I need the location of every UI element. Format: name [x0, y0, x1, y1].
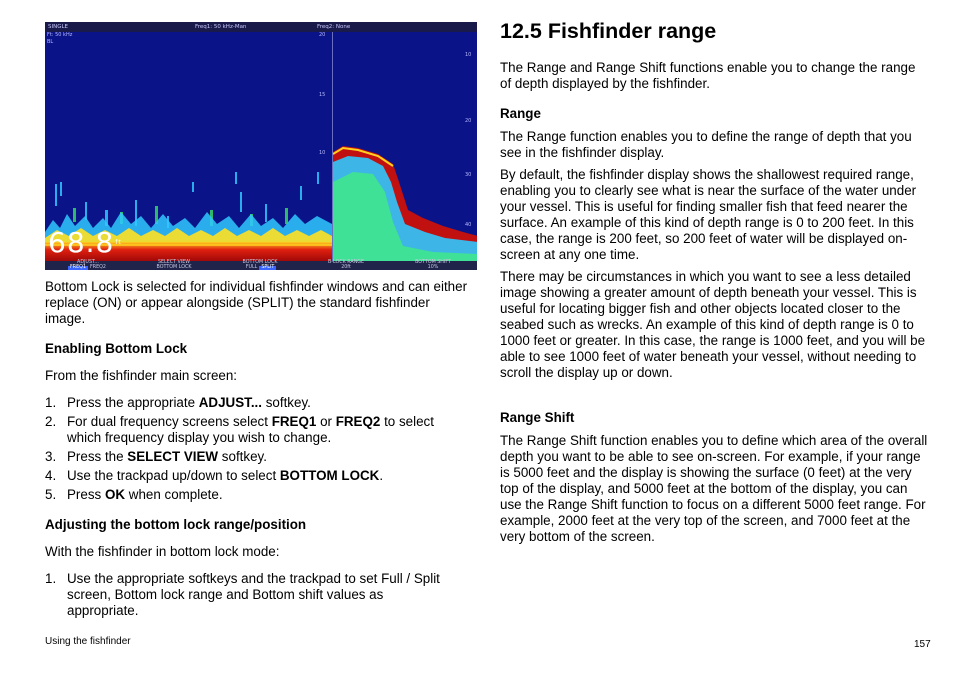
softkey-freq1-option: FREQ1: [70, 264, 86, 270]
step-text: For dual frequency screens select: [67, 414, 272, 429]
range-shift-heading: Range Shift: [500, 410, 575, 425]
depth-unit: ft: [115, 239, 122, 246]
softkey-full-option: FULL: [245, 264, 258, 270]
softkey-freq2-option: FREQ2: [90, 264, 106, 270]
fishfinder-bottom-lock-pane: [332, 32, 477, 261]
freq1-label: Freq1: 50 kHz-Man: [195, 24, 247, 30]
step-number: 2.: [45, 414, 57, 429]
list-item: [45, 571, 450, 619]
step-number: 4.: [45, 468, 57, 483]
depth-scale-tick: 10: [319, 150, 326, 156]
step-keyword: OK: [104, 487, 126, 502]
bottom-lock-scale-tick: 40: [465, 222, 472, 228]
adjusting-heading: Adjusting the bottom lock range/position: [45, 517, 307, 532]
softkey-adjust[interactable]: [45, 261, 131, 270]
bottom-lock-scale-tick: 30: [465, 172, 472, 178]
step-text: when complete.: [125, 487, 223, 502]
step-number: 1.: [45, 395, 57, 410]
enabling-bottom-lock-heading: Enabling Bottom Lock: [45, 341, 188, 356]
adjusting-intro: With the fishfinder in bottom lock mode:: [45, 544, 280, 559]
step-keyword: ADJUST...: [198, 395, 262, 410]
step-number: 3.: [45, 449, 57, 464]
footer-section-name: Using the fishfinder: [45, 636, 131, 647]
step-keyword: FREQ2: [335, 414, 381, 429]
fishfinder-screenshot: [45, 22, 477, 270]
depth-value: 68.8: [48, 226, 115, 259]
range-intro: The Range and Range Shift functions enable you to change the range of depth displayed by the fishfinder.: [500, 60, 916, 91]
softkey-split-option: SPLIT: [261, 264, 275, 270]
step-number: 1.: [45, 571, 57, 586]
step-text: Use the trackpad up/down to select: [67, 468, 280, 483]
range-heading: Range: [500, 106, 541, 121]
softkey-select-view[interactable]: [131, 261, 217, 270]
bottom-lock-scale-tick: 10: [465, 52, 472, 58]
softkey-b-lock-range[interactable]: [303, 261, 389, 270]
step-text: Press: [67, 487, 105, 502]
step-text: Use the appropriate softkeys and the trackpad to set Full / Split screen, Bottom lock range and Bottom shift values as appropriate.: [67, 571, 440, 618]
bottom-lock-indicator: BL: [47, 39, 54, 45]
softkey-bottom-lock-label: BOTTOM LOCK: [242, 260, 278, 265]
list-item: [45, 414, 470, 446]
step-number: 5.: [45, 487, 57, 502]
softkey-bottom-shift-label: BOTTOM SHIFT: [415, 260, 451, 265]
adjusting-steps-list: [45, 571, 450, 622]
softkey-bottom-shift[interactable]: [389, 261, 477, 270]
bottom-lock-intro: Bottom Lock is selected for individual fishfinder windows and can either replace (ON) or appear alongside (SPLIT) the standard fishfinder image.: [45, 279, 468, 326]
range-paragraph-3: There may be circumstances in which you want to see a less detailed image showing a greater amount of depth beneath your vessel. This is useful for locating bigger fish and other objects located closer to the seabed such as wrecks. An example of this kind of depth range is 0 to 1000 feet or greater. In this case, the range is 1000 feet, and you will be able to see 1000 feet of water beneath your vessel, without needing to scroll the display up or down.: [500, 269, 926, 380]
softkey-b-lock-range-value: 20ft: [341, 264, 351, 270]
frequency-info: Ft: 50 kHz: [47, 32, 73, 38]
range-paragraph-1: The Range function enables you to define the range of depth that you see in the fishfinder display.: [500, 129, 912, 160]
step-text: or: [316, 414, 336, 429]
list-item: [45, 487, 470, 503]
list-item: [45, 468, 470, 484]
softkey-bar: [45, 261, 477, 270]
softkey-bottom-lock[interactable]: [217, 261, 303, 270]
page-number: 157: [914, 639, 931, 650]
bottom-lock-scale-tick: 20: [465, 118, 472, 124]
depth-scale-tick: 15: [319, 92, 326, 98]
depth-readout: [48, 228, 122, 258]
step-keyword: FREQ1: [271, 414, 317, 429]
range-shift-paragraph: The Range Shift function enables you to define which area of the overall depth you want to be able to see on-screen. For example, if your range is 5000 feet and the display is showing the surface (0 feet) at the very top of the display, and 5000 feet at the bottom of the display, you can use the Range Shift function to focus on a different 5000 feet range. For example, 2000 feet at the very top of the screen, and 7000 feet at the very bottom of the screen.: [500, 433, 928, 544]
step-text: to select which frequency display you wish to change.: [67, 414, 434, 445]
softkey-select-view-label: SELECT VIEW: [157, 260, 191, 265]
step-text: softkey.: [262, 395, 311, 410]
softkey-adjust-label: ADJUST...: [77, 260, 99, 265]
fishfinder-status-bar: [45, 22, 477, 32]
enabling-intro: From the fishfinder main screen:: [45, 368, 238, 383]
step-keyword: BOTTOM LOCK: [279, 468, 380, 483]
step-text: softkey.: [218, 449, 267, 464]
step-text: Press the appropriate: [67, 395, 199, 410]
mode-label: SINGLE: [48, 24, 69, 30]
softkey-b-lock-range-label: B-LOCK RANGE: [327, 260, 365, 265]
list-item: [45, 395, 470, 411]
step-text: Press the: [67, 449, 128, 464]
step-text: .: [379, 468, 384, 483]
enabling-steps-list: [45, 395, 470, 506]
range-paragraph-2: By default, the fishfinder display shows the shallowest required range, enabling you to clearly see what is near the surface of the water under your vessel. This is useful for finding smaller fish that feed nearer the surface. An example of this kind of depth range is 0 to 200 feet. In this case, the range is 200 feet, so 200 feet of water will be displayed on-screen at any one time.: [500, 167, 917, 262]
section-title: 12.5 Fishfinder range: [500, 19, 717, 43]
list-item: [45, 449, 470, 465]
freq2-label: Freq2: None: [317, 24, 351, 30]
bottom-lock-echo-image: [333, 32, 477, 261]
softkey-select-view-value: BOTTOM LOCK: [156, 264, 192, 270]
softkey-bottom-shift-value: 10%: [427, 264, 439, 270]
depth-scale-tick: 20: [319, 32, 326, 38]
step-keyword: SELECT VIEW: [127, 449, 219, 464]
